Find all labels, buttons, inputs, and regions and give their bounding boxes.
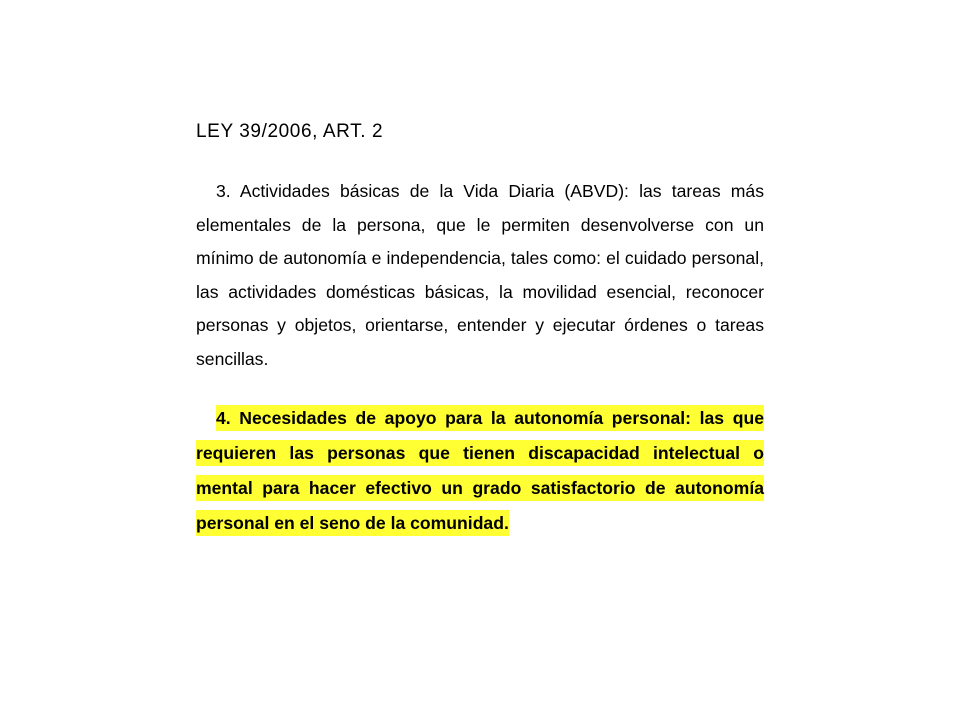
paragraph-article-3 xyxy=(196,175,764,377)
paragraph-article-4 xyxy=(196,401,764,541)
document-body xyxy=(196,118,764,541)
paragraph-article-3-text: 3. Actividades básicas de la Vida Diaria (ABVD): las tareas más elementales de la persona, que le permiten desenvolverse con un mínimo de autonomía e independencia, tales como: el cuidado personal, las actividades domésticas básicas, la movilidad esencial, reconocer personas y objetos, orientarse, entender y ejecutar órdenes o tareas sencillas. xyxy=(196,181,764,369)
document-title: LEY 39/2006, ART. 2 xyxy=(196,121,384,142)
highlighted-paragraph-text: 4. Necesidades de apoyo para la autonomía personal: las que requieren las personas que tienen discapacidad intelectual o mental para hacer efectivo un grado satisfactorio de autonomía personal en el seno de la comunidad. xyxy=(196,405,764,536)
